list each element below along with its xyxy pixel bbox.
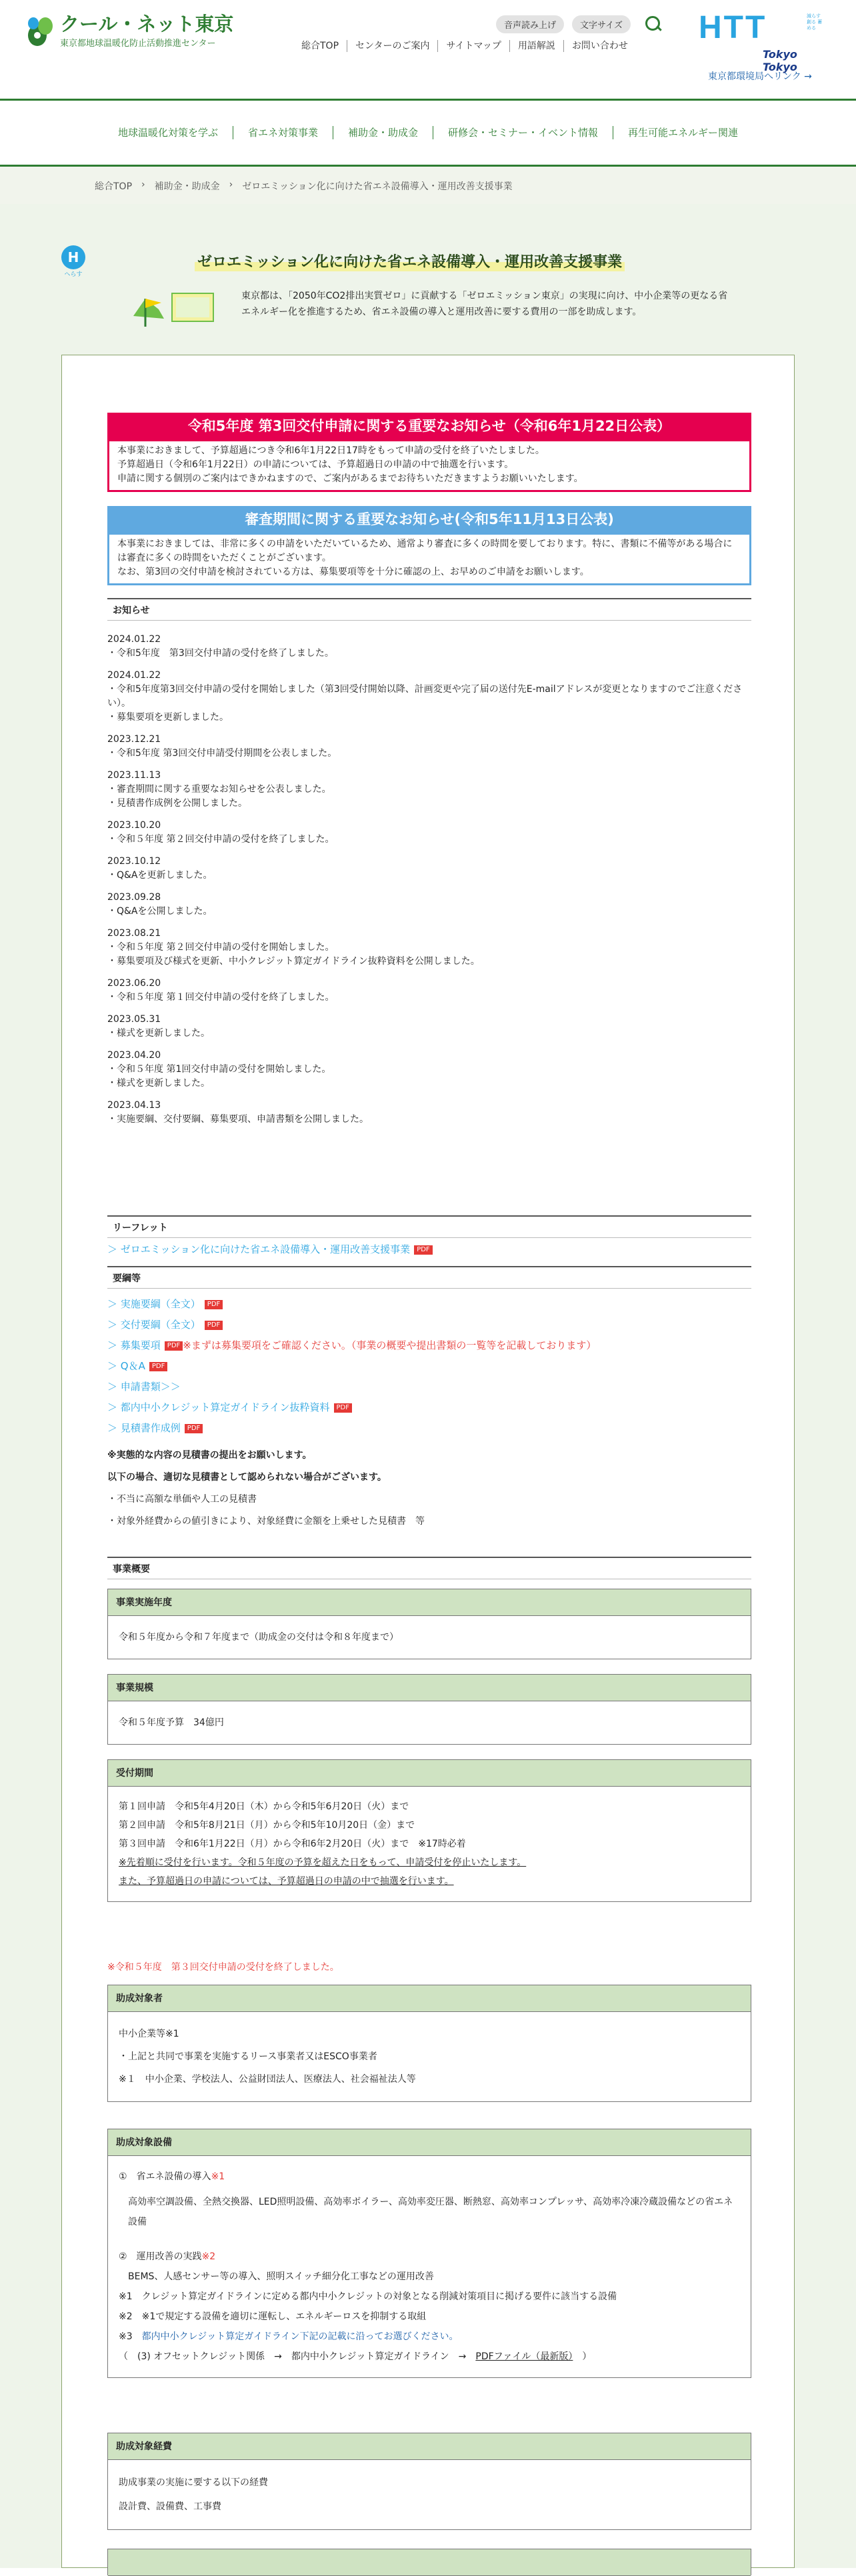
breadcrumb	[0, 167, 856, 204]
pdf-icon: PDF	[165, 1341, 183, 1351]
news-item: ・審査期間に関する重要なお知らせを公表しました。	[107, 784, 331, 795]
acceptance-line: 第３回申請 令和6年1月22日（月）から令和6年2月20日（火）まで ※17時必着	[119, 1839, 466, 1849]
doc-link-grant[interactable]: ＞ 交付要綱（全文） PDF	[107, 1315, 751, 1335]
box-scale-heading: 事業規模	[108, 1675, 751, 1701]
page-title: ゼロエミッション化に向けた省エネ設備導入・運用改善支援事業	[195, 251, 625, 271]
pdf-icon: PDF	[185, 1424, 203, 1433]
equipment-line	[119, 2247, 740, 2267]
acceptance-line: ※先着順に受付を行います。令和５年度の予算を超えた日をもって、申請受付を停止いたします。	[119, 1857, 527, 1868]
news-item: ・募集要項を更新しました。	[107, 712, 229, 723]
box-equipment-body	[108, 2156, 751, 2377]
estimate-caution	[107, 1449, 751, 1529]
news-item: ・令和5年度 第3回交付申請の受付を終了しました。	[107, 648, 334, 659]
site-subtitle: 東京都地球温暖化防止活動推進センター	[60, 39, 216, 49]
doc-link-text[interactable]: 申請書類＞＞	[120, 1381, 181, 1393]
doc-link-credit[interactable]: ＞ 都内中小クレジット算定ガイドライン抜粋資料 PDF	[107, 1397, 751, 1418]
acceptance-line: 第２回申請 令和5年8月21日（月）から令和5年10月20日（金）まで	[119, 1820, 415, 1831]
news-date: 2023.04.20	[107, 1050, 161, 1061]
closed-notice: ※令和５年度 第３回交付申請の受付を終了しました。	[107, 1962, 339, 1973]
box-acceptance	[107, 1759, 751, 1902]
news-date: 2023.06.20	[107, 978, 161, 989]
box-equipment	[107, 2129, 751, 2378]
global-nav	[0, 99, 856, 167]
caution-line: ・不当に高額な単価や人工の見積書	[107, 1494, 257, 1505]
news-date: 2023.09.28	[107, 892, 161, 903]
news-item: ・見積書作成例を公開しました。	[107, 798, 247, 809]
acceptance-line: また、予算超過日の申請については、予算超過日の申請の中で抽選を行います。	[119, 1876, 454, 1887]
box-period-heading: 事業実施年度	[108, 1589, 751, 1616]
news-item: ・様式を更新しました。	[107, 1078, 210, 1089]
news-date: 2023.10.20	[107, 820, 161, 831]
news-date: 2023.12.21	[107, 734, 161, 745]
equipment-path-text: （ (3) オフセットクレジット関係 → 都内中小クレジット算定ガイドライン →	[119, 2351, 467, 2362]
box-acceptance-body	[108, 1787, 751, 1901]
box-eligible-body	[108, 2012, 751, 2101]
herasu-icon	[61, 245, 85, 276]
news-heading: お知らせ	[107, 598, 751, 621]
alert-round3-line: 本事業におきまして、予算超過につき令和6年1月22日17時をもって申請の受付を終了いたしました。	[117, 445, 545, 456]
gnav-renewable[interactable]: 再生可能エネルギー関連	[628, 127, 739, 139]
box-eligible	[107, 1985, 751, 2102]
pdf-icon: PDF	[149, 1362, 167, 1371]
intro-text: 東京都は、「2050年CO2排出実質ゼロ」に貢献する「ゼロエミッション東京」の実現に向け、中小企業等の更なる省エネルギー化を推進するため、省エネ設備の導入と運用改善に要する費用の一部を助成します。	[241, 291, 728, 317]
equipment-note-mark: ※2	[201, 2251, 216, 2262]
news-date: 2023.08.21	[107, 928, 161, 939]
box-next	[107, 2549, 751, 2575]
news-entry	[107, 1013, 751, 1041]
alert-round3-title: 令和5年度 第3回交付申請に関する重要なお知らせ（令和6年1月22日公表）	[107, 413, 751, 439]
news-date: 2023.05.31	[107, 1014, 161, 1025]
utility-nav-contact[interactable]: お問い合わせ	[571, 41, 628, 51]
news-item: ・Q&Aを更新しました。	[107, 870, 213, 881]
news-item: ・令和５年度 第1回交付申請の受付を開始しました。	[107, 1064, 331, 1075]
utility-nav-sitemap[interactable]: サイトマップ	[438, 40, 509, 52]
pdf-icon: PDF	[205, 1321, 223, 1330]
news-date: 2023.11.13	[107, 770, 161, 781]
alert-review-title: 審査期間に関する重要なお知らせ(令和5年11月13日公表)	[107, 506, 751, 533]
equipment-note-mark: ※1	[211, 2171, 225, 2182]
htt-logo-text: HTT	[699, 10, 767, 45]
news-entry	[107, 1049, 751, 1091]
doc-link-estimate[interactable]: ＞ 見積書作成例 PDF	[107, 1418, 751, 1439]
acceptance-line: 第１回申請 令和5年4月20日（木）から令和5年6月20日（火）まで	[119, 1801, 409, 1812]
news-entry	[107, 855, 751, 883]
main-content	[61, 355, 795, 2568]
news-entry	[107, 1099, 751, 1127]
pdf-latest-link[interactable]: PDFファイル（最新版）	[475, 2351, 573, 2362]
eligible-line: ※１ 中小企業、学校法人、公益財団法人、医療法人、社会福祉法人等	[119, 2074, 416, 2085]
box-eligible-heading: 助成対象者	[108, 1985, 751, 2012]
news-entry	[107, 733, 751, 761]
box-period	[107, 1589, 751, 1659]
box-acceptance-heading: 受付期間	[108, 1760, 751, 1787]
equipment-line: 高効率空調設備、全熱交換器、LED照明設備、高効率ボイラー、高効率変圧器、断熱窓、高効率コンプレッサ、高効率冷凍冷蔵設備などの省エネ設備	[128, 2197, 733, 2227]
alert-round3-line: 申請に関する個別のご案内はできかねますので、ご案内があるまでお待ちいただきますようお願いいたします。	[117, 473, 583, 484]
doc-link-guidelines[interactable]: ＞ 募集要項 PDF ※まずは募集要項をご確認ください。（事業の概要や提出書類の一覧等を記載しております）	[107, 1339, 597, 1351]
herasu-label: へらす	[64, 271, 83, 278]
news-entry	[107, 927, 751, 969]
equipment-line: ※1 クレジット算定ガイドラインに定める都内中小クレジットの対象となる削減対策項目に掲げる要件に該当する設備	[119, 2291, 617, 2302]
equipment-line	[119, 2347, 740, 2367]
equipment-note-mark: ※3	[119, 2331, 133, 2342]
utility-nav-top[interactable]: 総合TOP	[293, 40, 347, 52]
news-item: ・Q&Aを公開しました。	[107, 906, 213, 917]
header-tools	[496, 15, 663, 33]
news-item: ・募集要項及び様式を更新、中小クレジット算定ガイドライン抜粋資料を公開しました。	[107, 956, 480, 967]
eligible-line: ・上記と共同で事業を実施するリース事業者又はESCO事業者	[119, 2051, 377, 2062]
equipment-item-1: ① 省エネ設備の導入	[119, 2171, 211, 2182]
equipment-item-2: ② 運用改善の実践	[119, 2251, 202, 2262]
doc-link-text[interactable]: 都内中小クレジット算定ガイドライン抜粋資料	[120, 1401, 330, 1413]
news-item: ・実施要綱、交付要綱、募集要項、申請書類を公開しました。	[107, 1114, 369, 1125]
equipment-line: BEMS、人感センサー等の導入、照明スイッチ細分化工事などの運用改善	[128, 2271, 434, 2282]
breadcrumb-top[interactable]: 総合TOP	[95, 181, 133, 192]
breadcrumb-current: ゼロエミッション化に向けた省エネ設備導入・運用改善支援事業	[242, 181, 513, 192]
tokyo-tokyo-logo: Tokyo Tokyo	[763, 48, 797, 73]
news-entry	[107, 891, 751, 919]
htt-logo[interactable]	[699, 9, 832, 73]
flag-illustration-icon	[125, 289, 225, 329]
equipment-line: ※2 ※1で規定する設備を適切に運転し、エネルギーロスを抑制する取組	[119, 2311, 427, 2322]
news-item: ・令和５年度 第１回交付申請の受付を終了しました。	[107, 992, 335, 1003]
pdf-icon: PDF	[205, 1300, 223, 1309]
doc-link-qa[interactable]: ＞ Q＆A PDF	[107, 1356, 751, 1377]
news-item: ・令和5年度 第3回交付申請受付期間を公表しました。	[107, 748, 337, 759]
news-entry	[107, 977, 751, 1005]
utility-nav-center[interactable]: センターのご案内	[347, 40, 438, 52]
voice-reader-button[interactable]: 音声読み上げ	[496, 15, 564, 33]
box-next-heading	[108, 2549, 751, 2576]
news-entry	[107, 633, 751, 661]
news-entry	[107, 819, 751, 847]
utility-nav	[293, 40, 636, 52]
tokyo-env-bureau-link[interactable]: 東京都環境局へリンク →	[708, 71, 812, 82]
pdf-icon: PDF	[334, 1403, 352, 1413]
news-item: ・令和５年度 第２回交付申請の受付を開始しました。	[107, 942, 335, 953]
alert-round3-body	[107, 439, 751, 492]
leaflet-link-text[interactable]: ゼロエミッション化に向けた省エネ設備導入・運用改善支援事業	[120, 1243, 411, 1255]
site-logo[interactable]	[25, 13, 233, 49]
caution-line: 以下の場合、適切な見積書として認められない場合がございます。	[107, 1472, 387, 1483]
doc-link-forms[interactable]: ＞ 申請書類＞＞	[107, 1381, 181, 1393]
chevron-right-icon: ›	[141, 179, 145, 190]
credit-guideline-text: 都内中小クレジット算定ガイドライン下記の記載に沿ってお選びください。	[141, 2331, 459, 2342]
htt-tagline: 減らす 創る 蓄める	[807, 13, 823, 31]
doc-link-text[interactable]: 見積書作成例	[120, 1422, 181, 1434]
chevron-right-icon: ›	[229, 179, 233, 190]
logo-mark-icon	[25, 15, 55, 47]
news-item: ・様式を更新しました。	[107, 1028, 210, 1039]
news-item: ・令和５年度 第２回交付申請の受付を終了しました。	[107, 834, 335, 845]
summary-heading: 事業概要	[107, 1557, 751, 1579]
docs-list	[107, 1294, 751, 1439]
news-entry	[107, 669, 751, 725]
breadcrumb-subsidy[interactable]: 補助金・助成金	[154, 181, 220, 192]
caution-line: ※実態的な内容の見積書の提出をお願いします。	[107, 1450, 312, 1461]
news-date: 2023.04.13	[107, 1100, 161, 1111]
equipment-line	[119, 2167, 740, 2187]
pdf-icon: PDF	[414, 1245, 432, 1255]
doc-link-implementation[interactable]: ＞ 実施要綱（全文） PDF	[107, 1294, 751, 1315]
expenses-line: 設計費、設備費、工事費	[119, 2501, 221, 2512]
alert-review-period	[107, 506, 751, 585]
herasu-letter: H	[61, 245, 85, 269]
news-date: 2024.01.22	[107, 670, 161, 681]
box-scale	[107, 1674, 751, 1745]
alert-round3-line: 予算超過日（令和6年1月22日）の申請については、予算超過日の申請の中で抽選を行います。	[117, 459, 514, 470]
equipment-path-close: ）	[582, 2351, 592, 2362]
site-title: クール・ネット東京	[60, 13, 234, 35]
news-list	[107, 625, 751, 1127]
box-equipment-heading: 助成対象設備	[108, 2129, 751, 2156]
doc-link-text[interactable]: 実施要綱（全文）	[120, 1298, 201, 1310]
box-period-text: 令和５年度から令和７年度まで（助成金の交付は令和８年度まで）	[119, 1632, 399, 1643]
news-entry	[107, 769, 751, 811]
search-icon[interactable]	[644, 15, 663, 33]
guidelines-note: ※まずは募集要項をご確認ください。（事業の概要や提出書類の一覧等を記載しております）	[183, 1339, 597, 1351]
site-header	[0, 0, 856, 99]
box-scale-text: 令和５年度予算 34億円	[119, 1717, 224, 1728]
doc-link-text[interactable]: 交付要綱（全文）	[120, 1319, 201, 1331]
leaflet-link[interactable]: ＞ ゼロエミッション化に向けた省エネ設備導入・運用改善支援事業 PDF	[107, 1239, 751, 1260]
eligible-line: 中小企業等※1	[119, 2029, 179, 2039]
leaflet-list	[107, 1239, 751, 1260]
caution-line: ・対象外経費からの値引きにより、対象経費に金額を上乗せした見積書 等	[107, 1516, 425, 1527]
alert-round3	[107, 413, 751, 492]
page-body	[0, 204, 856, 2568]
news-item: ・令和5年度第3回交付申請の受付を開始しました（第3回受付開始以降、計画変更や完了届の送付先E-mailアドレスが変更となりますのでご注意ください）。	[107, 684, 743, 709]
gnav-learn[interactable]: 地球温暖化対策を学ぶ	[103, 126, 233, 139]
box-expenses-body	[108, 2460, 751, 2529]
docs-heading: 要綱等	[107, 1266, 751, 1289]
box-expenses-heading: 助成対象経費	[108, 2433, 751, 2460]
equipment-line	[119, 2327, 740, 2347]
expenses-line: 助成事業の実施に要する以下の経費	[119, 2477, 268, 2488]
alert-review-line: 本事業におきましては、非常に多くの申請をいただいているため、通常より審査に多くの時間を要しております。特に、書類に不備等がある場合には審査に多くの時間をいただくことがございます。	[117, 539, 733, 563]
alert-review-line: なお、第3回の交付申請を検討されている方は、募集要項等を十分に確認の上、お早めのご申請をお願いします。	[117, 567, 589, 577]
news-date: 2024.01.22	[107, 634, 161, 645]
news-date: 2023.10.12	[107, 856, 161, 867]
leaflet-heading: リーフレット	[107, 1215, 751, 1238]
gnav-energy-saving[interactable]: 省エネ対策事業	[233, 126, 333, 139]
doc-link-text[interactable]: Q＆A	[120, 1360, 145, 1372]
doc-link-text[interactable]: 募集要項	[120, 1339, 161, 1351]
box-expenses	[107, 2433, 751, 2530]
gnav-seminar[interactable]: 研修会・セミナー・イベント情報	[433, 126, 613, 139]
font-size-button[interactable]: 文字サイズ	[572, 15, 631, 33]
gnav-subsidy[interactable]: 補助金・助成金	[333, 126, 433, 139]
utility-nav-glossary[interactable]: 用語解説	[510, 40, 564, 52]
alert-review-body	[107, 533, 751, 585]
